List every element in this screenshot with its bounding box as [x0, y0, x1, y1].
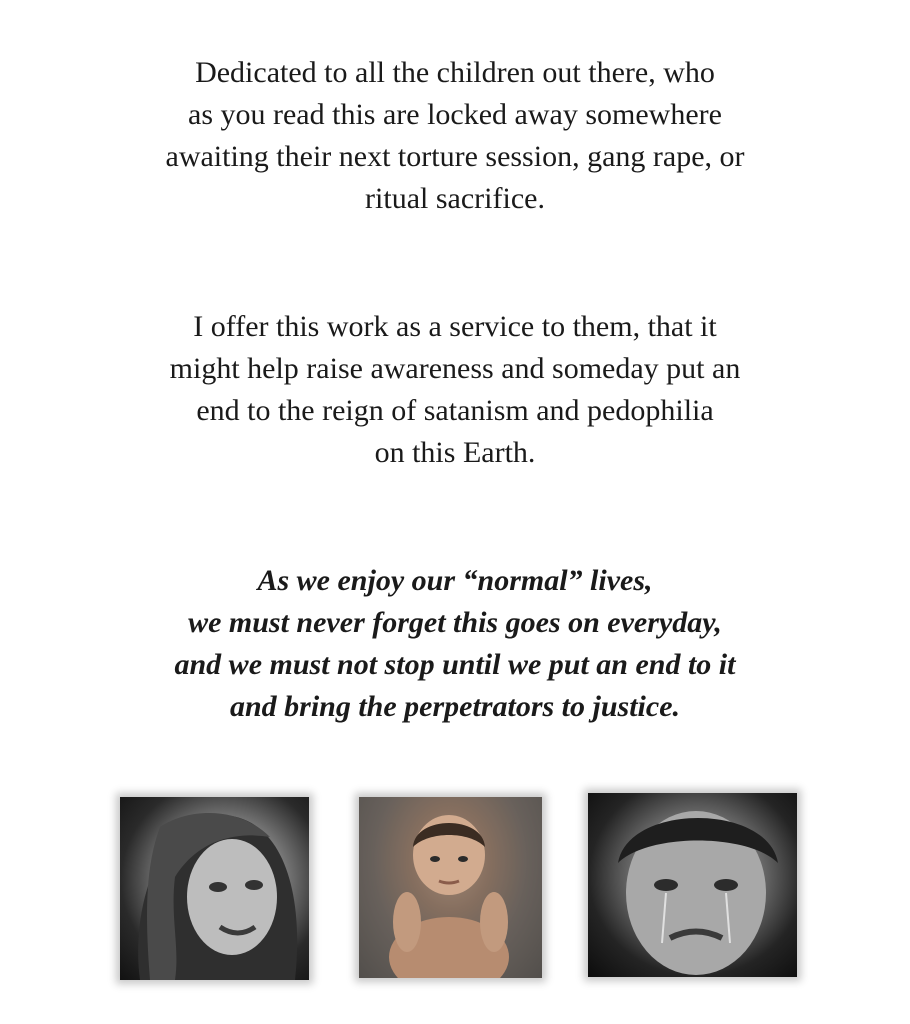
- dedication-paragraph: [0, 52, 910, 220]
- dedication-line: as you read this are locked away somewhere: [188, 98, 722, 131]
- call-to-action-paragraph: [0, 560, 910, 728]
- call-to-action-line: and we must not stop until we put an end to it: [174, 648, 736, 681]
- dedication-line: ritual sacrifice.: [365, 182, 545, 215]
- dedication-line: awaiting their next torture session, gang rape, or: [165, 140, 745, 173]
- offer-line: end to the reign of satanism and pedophilia: [196, 394, 714, 427]
- call-to-action-line: As we enjoy our “normal” lives,: [257, 564, 653, 597]
- crying-boy-photo: [588, 793, 797, 977]
- offer-line: I offer this work as a service to them, that it: [193, 310, 717, 343]
- dedication-line: Dedicated to all the children out there, who: [195, 56, 715, 89]
- offer-line: on this Earth.: [374, 436, 536, 469]
- offer-paragraph: [0, 306, 910, 474]
- shirtless-boy-photo: [359, 797, 542, 978]
- call-to-action-line: we must never forget this goes on everyday,: [188, 606, 722, 639]
- call-to-action-line: and bring the perpetrators to justice.: [229, 690, 681, 723]
- crying-girl-photo: [120, 797, 309, 980]
- offer-line: might help raise awareness and someday put an: [169, 352, 741, 385]
